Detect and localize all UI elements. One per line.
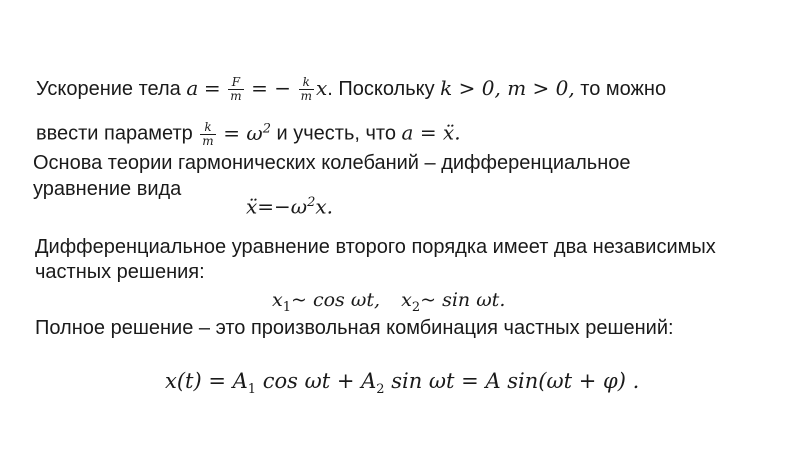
subscript-2: 2 <box>376 382 385 398</box>
equals-sign: = <box>203 76 221 100</box>
equation-rhs: x. <box>315 194 334 219</box>
fraction-denominator: m <box>230 89 242 104</box>
omega-expression <box>223 121 271 145</box>
subscript-1: 1 <box>282 299 291 315</box>
text-line-general-solution: Полное решение – это произвольная комбинация частных решений: <box>35 317 674 339</box>
fraction-numerator: k <box>200 121 215 135</box>
subscript-1: 1 <box>247 382 257 398</box>
fraction-numerator: F <box>228 76 243 90</box>
fraction-denominator: m <box>202 133 214 148</box>
condition-positive: k > 0, m > 0, <box>440 76 575 100</box>
then-can-text: то можно <box>580 78 667 100</box>
general-lhs: x(t) = A <box>165 369 248 393</box>
fraction-numerator: k <box>299 76 314 90</box>
text-line-particular-solutions: частных решения: <box>35 261 205 283</box>
harmonic-oscillator-equation <box>246 191 333 220</box>
square-exponent: 2 <box>262 121 271 136</box>
fraction-k-over-m <box>200 121 215 148</box>
text-line-theory-basis: Основа теории гармонических колебаний – дифференциальное <box>33 152 631 174</box>
general-rhs: sin ωt = A sin(ωt + φ) . <box>384 369 640 393</box>
period: . <box>327 78 333 100</box>
acceleration-equals-xddot: a = ẍ. <box>401 120 461 145</box>
acceleration-symbol: a <box>186 76 199 100</box>
variable-x: x <box>315 76 328 100</box>
fraction-f-over-m <box>228 76 243 103</box>
sin-solution: ~ sin ωt. <box>420 289 506 311</box>
fraction-denominator: m <box>300 89 312 104</box>
text-line-equation-form: уравнение вида <box>33 178 182 200</box>
equation-lhs: ẍ=−ω <box>246 194 308 219</box>
text-line-acceleration <box>36 76 666 103</box>
x1-symbol: x <box>272 289 283 311</box>
text-line-second-order: Дифференциальное уравнение второго порядка имеет два независимых <box>35 236 716 258</box>
cos-solution: ~ cos ωt, <box>291 289 380 311</box>
fraction-k-over-m <box>299 76 314 103</box>
x2-symbol: x <box>401 289 412 311</box>
equals-minus: = − <box>251 76 292 100</box>
omega-equals: = ω <box>223 120 263 145</box>
introduce-parameter-text: ввести параметр <box>36 122 193 145</box>
since-text: Поскольку <box>332 78 435 100</box>
subscript-2: 2 <box>411 299 421 315</box>
square-exponent: 2 <box>307 195 316 210</box>
text-line-parameter <box>36 117 461 148</box>
acceleration-intro: Ускорение тела <box>36 78 181 100</box>
and-consider-text: и учесть, что <box>270 122 396 145</box>
general-solution-equation <box>165 369 639 402</box>
general-mid: cos ωt + A <box>256 369 377 393</box>
